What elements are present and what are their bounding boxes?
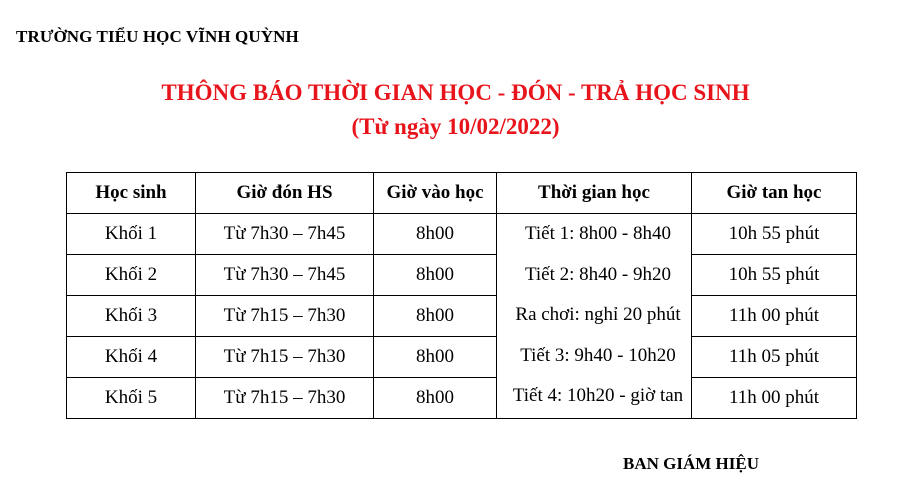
start-cell: 8h00: [374, 296, 497, 337]
period-item: Tiết 1: 8h00 - 8h40: [524, 223, 672, 244]
school-name: TRƯỜNG TIỂU HỌC VĨNH QUỲNH: [16, 27, 299, 46]
table-row: [67, 337, 857, 378]
grade-cell: Khối 5: [67, 378, 196, 419]
pickup-cell: Từ 7h30 – 7h45: [196, 214, 374, 255]
table-row: [67, 214, 857, 255]
grade-cell: Khối 4: [67, 337, 196, 378]
notice-title: THÔNG BÁO THỜI GIAN HỌC - ĐÓN - TRẢ HỌC SINH: [161, 80, 750, 105]
pickup-cell: Từ 7h30 – 7h45: [196, 255, 374, 296]
column-header-dismissal: Giờ tan học: [692, 173, 857, 214]
column-header-periods: Thời gian học: [497, 173, 692, 214]
pickup-cell: Từ 7h15 – 7h30: [196, 337, 374, 378]
periods-cell: [497, 214, 692, 419]
pickup-cell: Từ 7h15 – 7h30: [196, 296, 374, 337]
pickup-cell: Từ 7h15 – 7h30: [196, 378, 374, 419]
schedule-table: [66, 172, 857, 419]
dismissal-cell: 11h 05 phút: [692, 337, 857, 378]
notice-date: (Từ ngày 10/02/2022): [351, 114, 560, 139]
dismissal-cell: 11h 00 phút: [692, 296, 857, 337]
dismissal-cell: 10h 55 phút: [692, 214, 857, 255]
table-row: [67, 255, 857, 296]
grade-cell: Khối 3: [67, 296, 196, 337]
column-header-pickup: Giờ đón HS: [196, 173, 374, 214]
table-row: [67, 296, 857, 337]
period-item: Tiết 3: 9h40 - 10h20: [520, 344, 676, 366]
column-header-start: Giờ vào học: [374, 173, 497, 214]
dismissal-cell: 10h 55 phút: [692, 255, 857, 296]
grade-cell: Khối 2: [67, 255, 196, 296]
start-cell: 8h00: [374, 214, 497, 255]
grade-cell: Khối 1: [67, 214, 196, 255]
start-cell: 8h00: [374, 255, 497, 296]
period-item: Tiết 2: 8h40 - 9h20: [524, 263, 672, 285]
start-cell: 8h00: [374, 337, 497, 378]
column-header-student: Học sinh: [67, 173, 196, 214]
table-row: [67, 378, 857, 419]
table-header-row: [67, 173, 857, 214]
period-item: Ra chơi: nghỉ 20 phút: [515, 304, 681, 326]
period-item: Tiết 4: 10h20 - giờ tan: [512, 385, 684, 407]
start-cell: 8h00: [374, 378, 497, 419]
dismissal-cell: 11h 00 phút: [692, 378, 857, 419]
signature-label: BAN GIÁM HIỆU: [623, 454, 760, 473]
